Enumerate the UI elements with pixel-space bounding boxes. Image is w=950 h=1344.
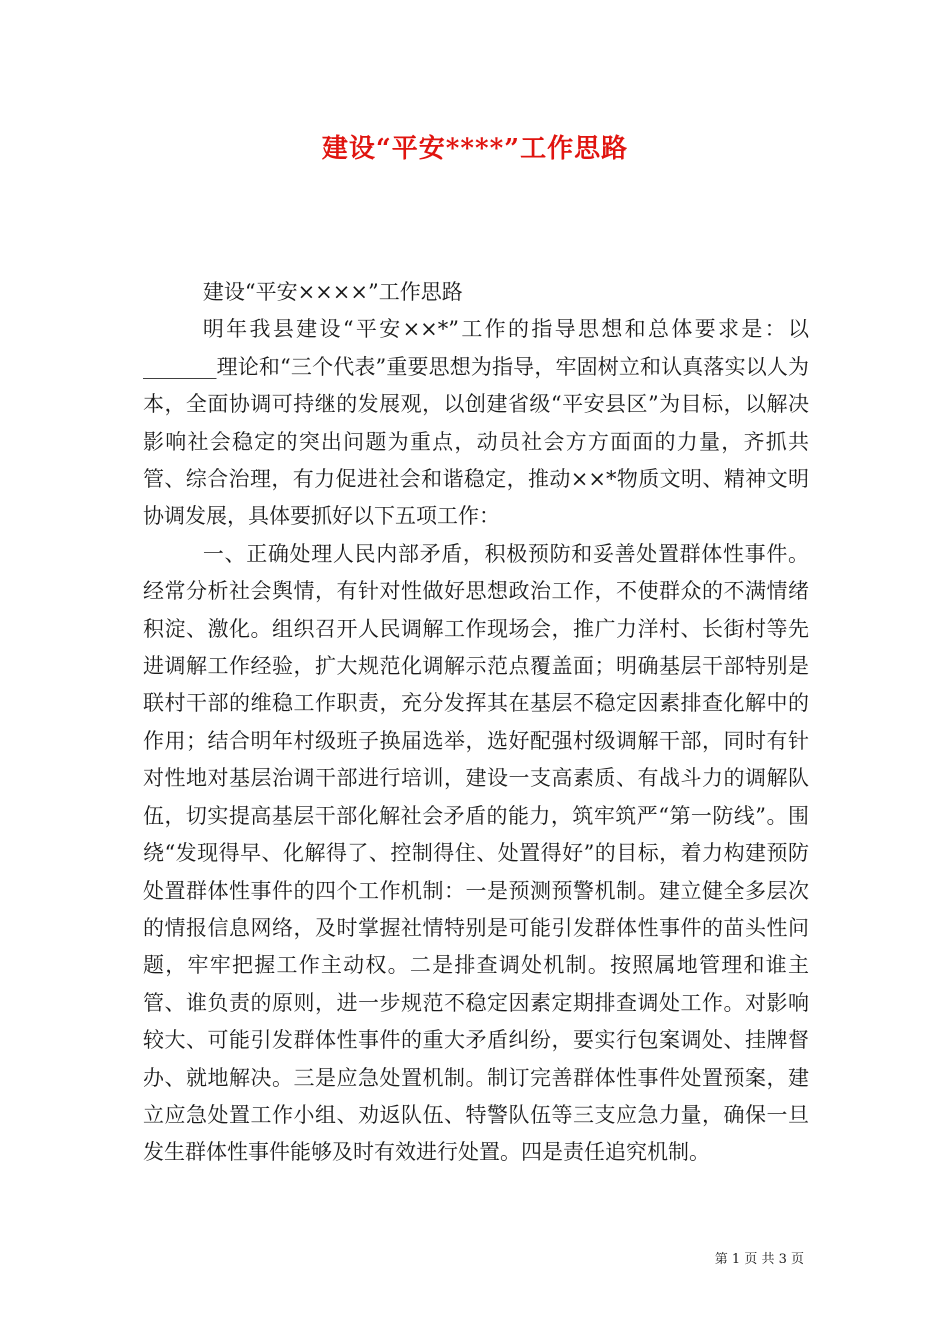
- document-title: 建设“平安****”工作思路: [321, 134, 629, 164]
- body-paragraph-subtitle: 建设“平安××××”工作思路: [202, 280, 463, 304]
- document-body: [143, 274, 809, 1172]
- body-paragraph-intro: 明年我县建设“平安××*”工作的指导思想和总体要求是：以_______理论和“三个代表”重要思想为指导，牢固树立和认真落实以人为本，全面协调可持继的发展观，以创建省级“平安县区”为目标，以解决影响社会稳定的突出问题为重点，动员社会方方面面的力量，齐抓共管、综合治理，有力促进社会和谐稳定，推动××*物质文明、精神文明协调发展，具体要抓好以下五项工作：: [143, 317, 809, 529]
- page-number-footer: 第 1 页 共 3 页: [714, 1252, 804, 1267]
- body-paragraph-section-one: 一、正确处理人民内部矛盾，积极预防和妥善处置群体性事件。经常分析社会舆情，有针对性做好思想政治工作，不使群众的不满情绪积淀、激化。组织召开人民调解工作现场会，推广力洋村、长街村等先进调解工作经验，扩大规范化调解示范点覆盖面；明确基层干部特别是联村干部的维稳工作职责，充分发挥其在基层不稳定因素排查化解中的作用；结合明年村级班子换届选举，选好配强村级调解干部，同时有针对性地对基层治调干部进行培训，建设一支高素质、有战斗力的调解队伍，切实提高基层干部化解社会矛盾的能力，筑牢筑严“第一防线”。围绕“发现得早、化解得了、控制得住、处置得好”的目标，着力构建预防处置群体性事件的四个工作机制：一是预测预警机制。建立健全多层次的情报信息网络，及时掌握社情特别是可能引发群体性事件的苗头性问题，牢牢把握工作主动权。二是排查调处机制。按照属地管理和谁主管、谁负责的原则，进一步规范不稳定因素定期排查调处工作。对影响较大、可能引发群体性事件的重大矛盾纠纷，要实行包案调处、挂牌督办、就地解决。三是应急处置机制。制订完善群体性事件处置预案，建立应急处置工作小组、劝返队伍、特警队伍等三支应急力量，确保一旦发生群体性事件能够及时有效进行处置。四是责任追究机制。: [143, 541, 809, 1165]
